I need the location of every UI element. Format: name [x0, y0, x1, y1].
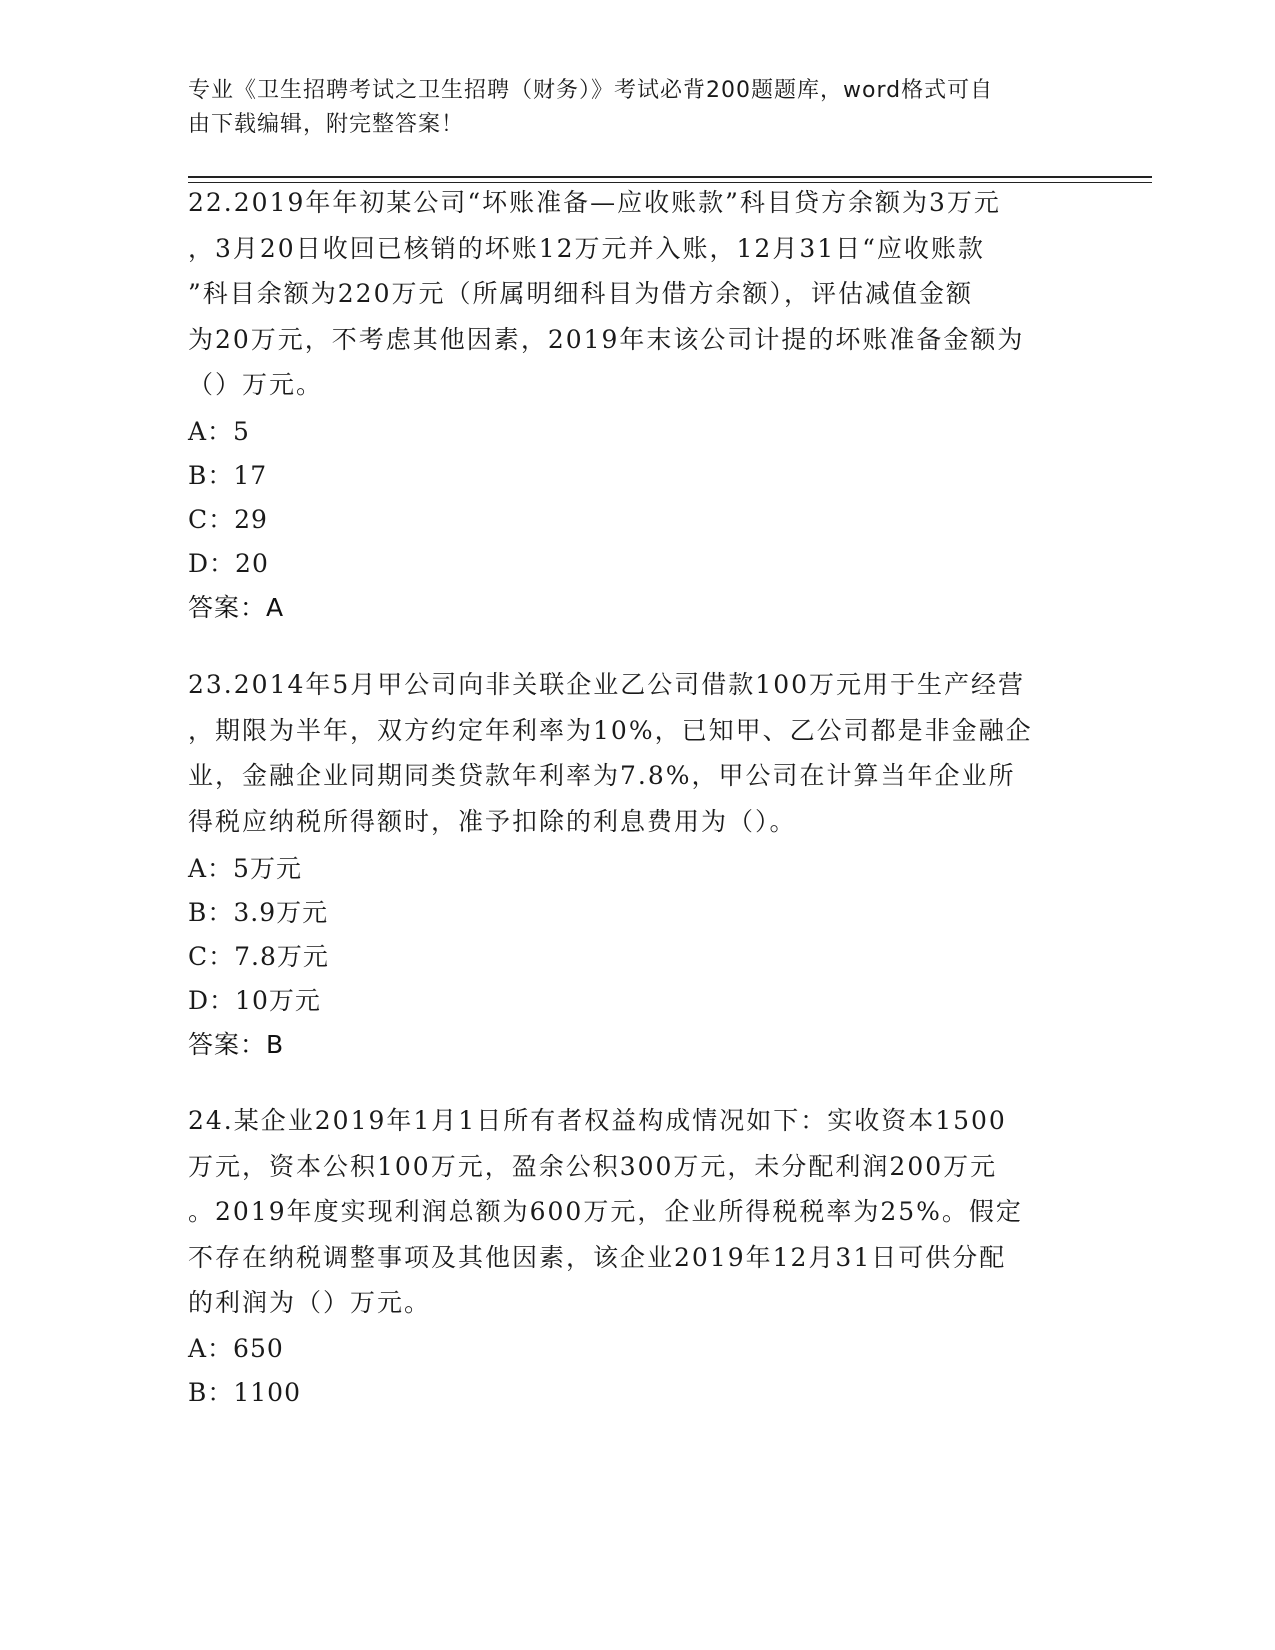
header-line-1: 专业《卫生招聘考试之卫生招聘（财务）》考试必背200题题库，word格式可自: [188, 78, 994, 103]
question-22-option-d: D：20: [188, 549, 269, 578]
question-line: 。2019年度实现利润总额为600万元，企业所得税税率为25%。假定: [188, 1197, 1023, 1227]
question-23-answer: 答案：B: [188, 1030, 285, 1059]
question-22-text: [188, 180, 1088, 408]
question-line: 24.某企业2019年1月1日所有者权益构成情况如下：实收资本1500: [188, 1106, 1007, 1135]
question-22-option-a: A：5: [188, 417, 250, 446]
question-line: ，3月20日收回已核销的坏账12万元并入账，12月31日“应收账款: [188, 233, 985, 263]
question-23-option-b: B：3.9万元: [188, 898, 329, 927]
question-23-option-c: C：7.8万元: [188, 942, 329, 971]
question-line: 为20万元，不考虑其他因素，2019年末该公司计提的坏账准备金额为: [188, 324, 1025, 354]
header-rule-thick: [188, 176, 1152, 178]
header-line-2: 由下载编辑，附完整答案！: [188, 112, 465, 137]
question-line: 万元，资本公积100万元，盈余公积300万元，未分配利润200万元: [188, 1151, 998, 1181]
question-23-option-a: A：5万元: [188, 854, 302, 883]
question-22-answer: 答案：A: [188, 593, 285, 622]
question-line: 业，金融企业同期同类贷款年利率为7.8%，甲公司在计算当年企业所: [188, 761, 1016, 791]
question-line: 不存在纳税调整事项及其他因素，该企业2019年12月31日可供分配: [188, 1242, 1007, 1272]
question-24-option-a: A：650: [188, 1334, 284, 1363]
question-line: （）万元。: [188, 370, 324, 400]
question-line: 的利润为（）万元。: [188, 1288, 432, 1318]
question-24-option-b: B：1100: [188, 1378, 301, 1407]
question-22-option-b: B：17: [188, 461, 268, 490]
question-line: 22.2019年年初某公司“坏账准备—应收账款”科目贷方余额为3万元: [188, 188, 1001, 217]
question-23-text: [188, 662, 1088, 844]
question-line: 23.2014年5月甲公司向非关联企业乙公司借款100万元用于生产经营: [188, 670, 1026, 699]
question-line: ，期限为半年，双方约定年利率为10%，已知甲、乙公司都是非金融企: [188, 715, 1033, 745]
question-line: 得税应纳税所得额时，准予扣除的利息费用为（）。: [188, 806, 797, 836]
question-24-text: [188, 1098, 1088, 1326]
question-22-option-c: C：29: [188, 505, 268, 534]
page-header: [188, 74, 1068, 142]
question-23-option-d: D：10万元: [188, 986, 321, 1015]
question-line: ”科目余额为220万元（所属明细科目为借方余额），评估减值金额: [188, 279, 974, 309]
